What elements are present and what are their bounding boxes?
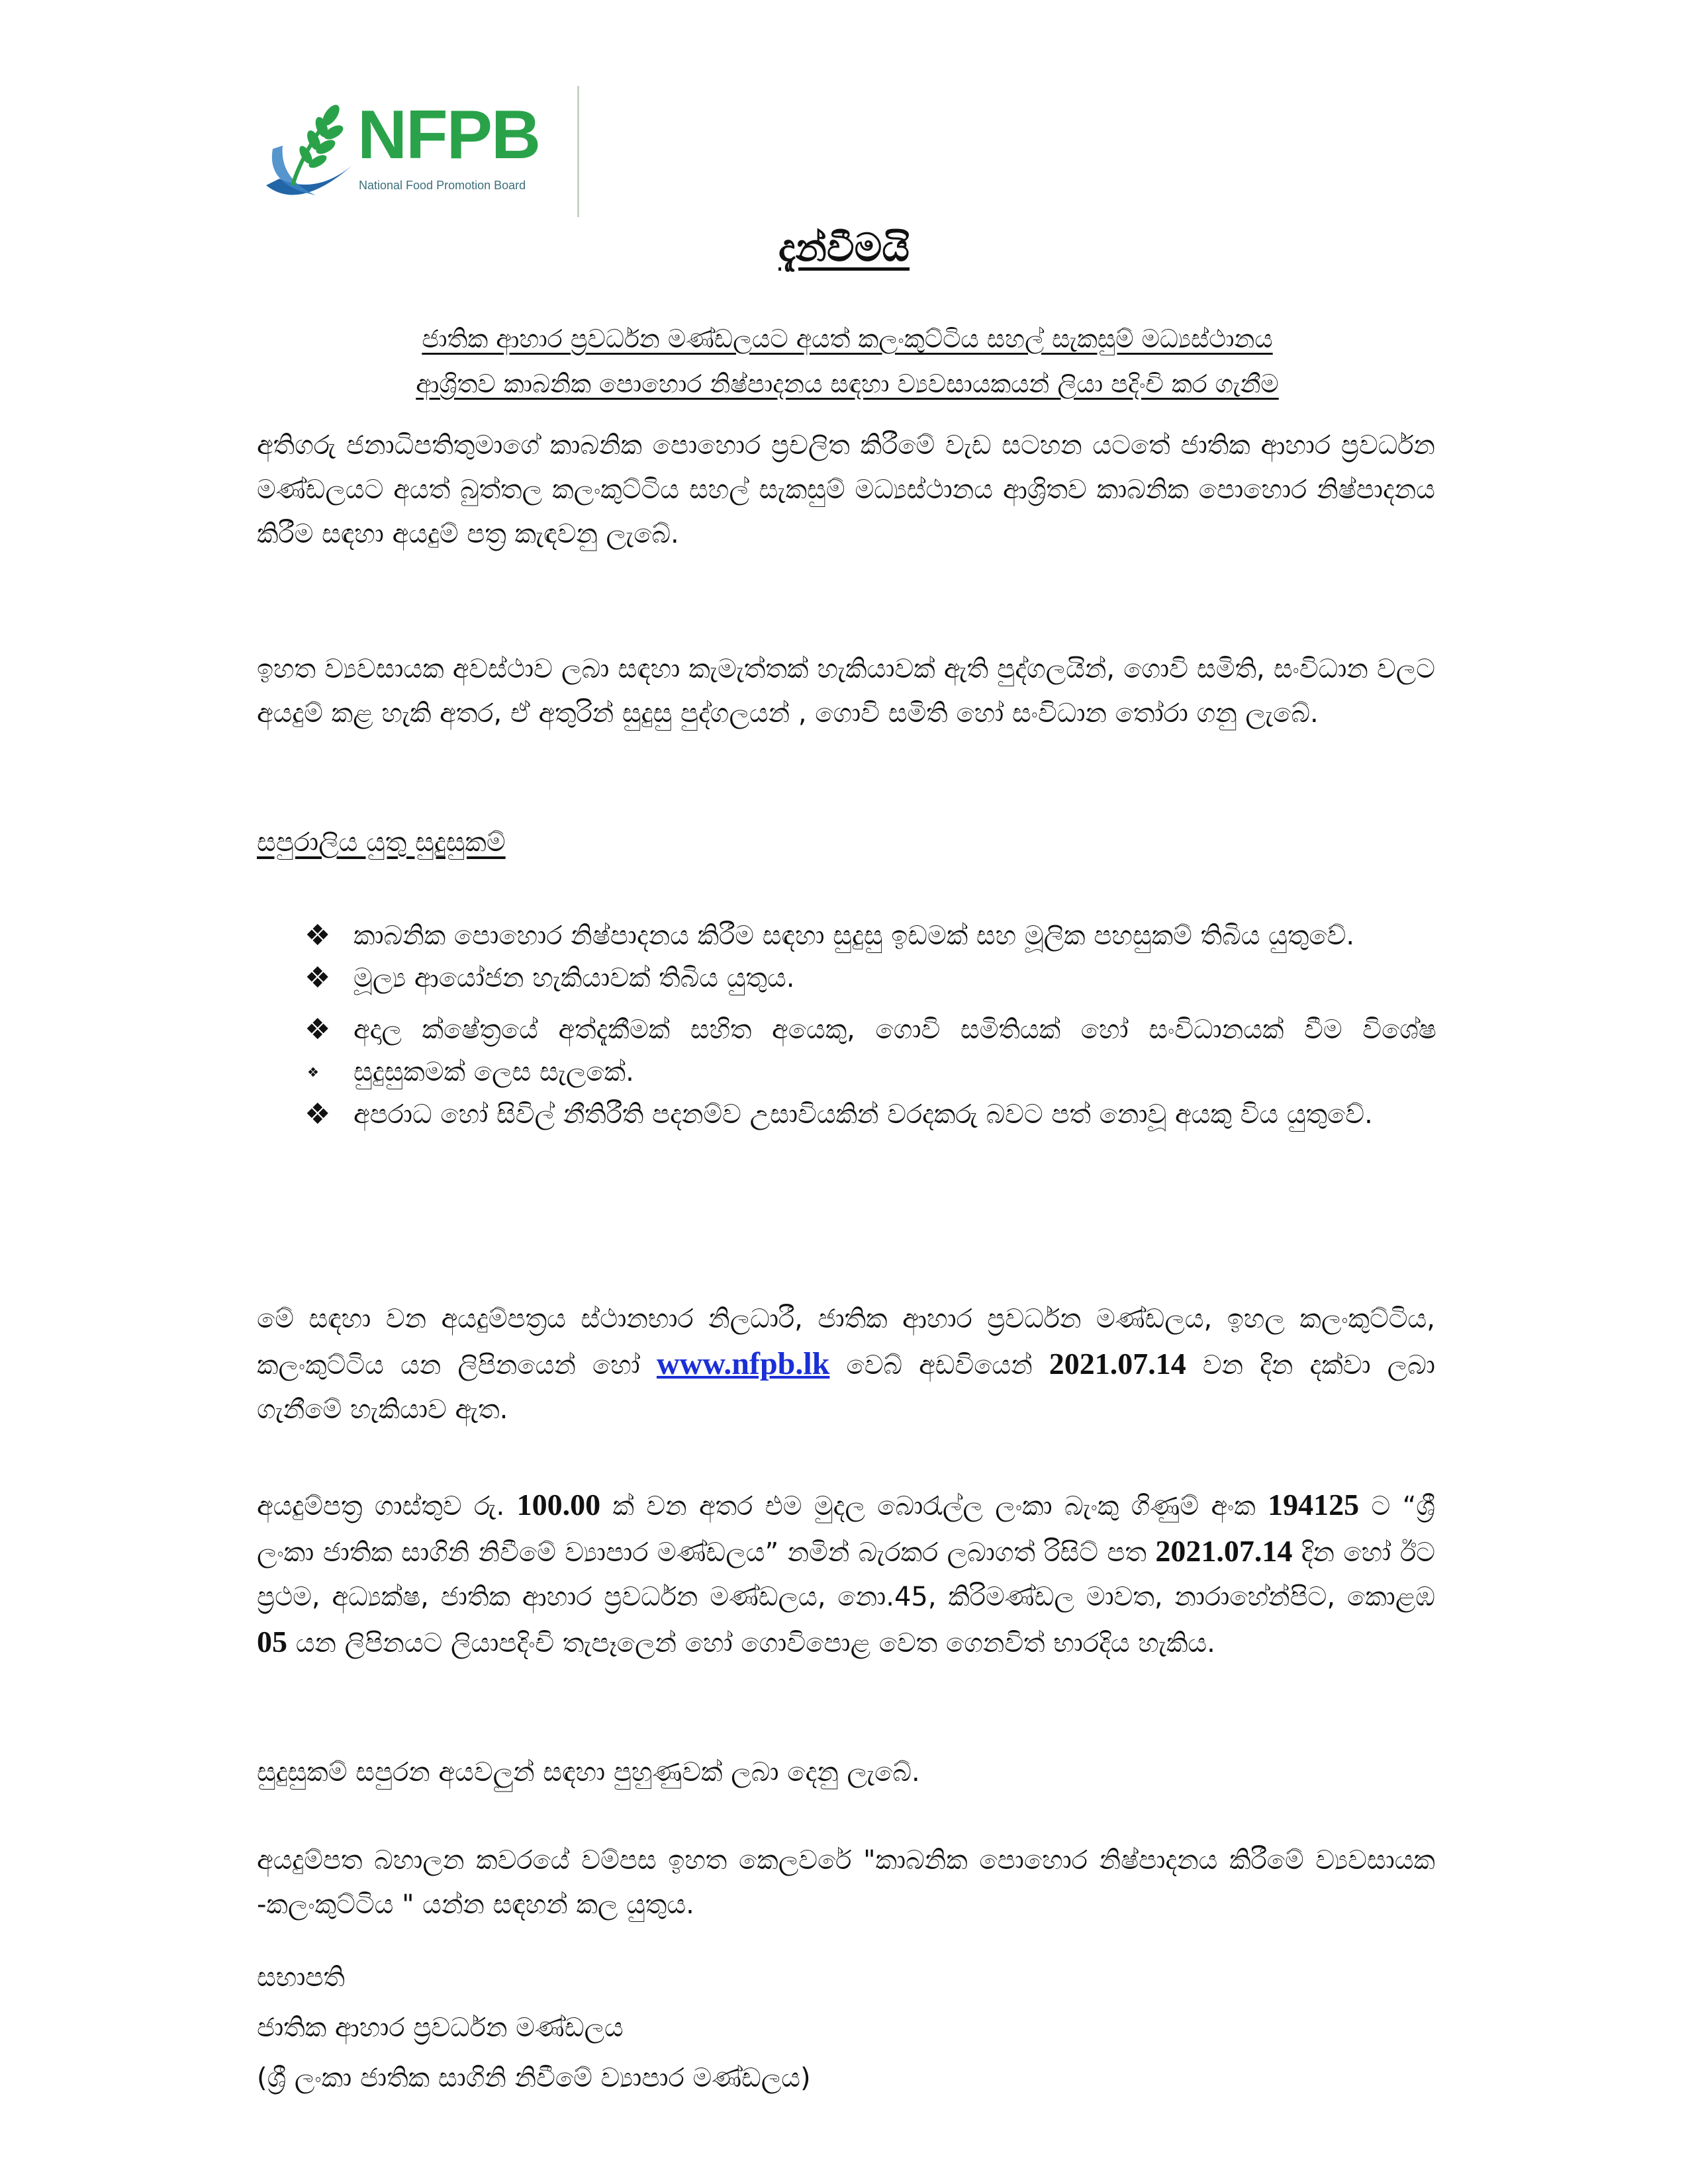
fee-deadline-date: 2021.07.14 xyxy=(1155,1534,1293,1568)
intro-paragraph: අතිගරු ජනාධිපතිතුමාගේ කාබනික පොහොර ප්‍රචලිත කිරීමේ වැඩ සටහන යටතේ ජාතික ආහාර ප්‍රවර්ධන මණ්ඩලයට අයත් බුත්තල කලංකුට්ටිය සහල් සැකසුම් මධ්‍යස්ථානය ආශ්‍රිතව කාබනික පොහොර නිෂ්පාදනය කිරීම සඳහා අයදුම් පත්‍ර කැඳවනු ලැබේ. xyxy=(257,430,1435,549)
stray-bullet-icon: ❖ xyxy=(307,1064,319,1080)
fee-paragraph xyxy=(257,1482,1435,1666)
fee-text-2: ක් වන අතර එම මුදල බොරැල්ල ලංකා බැංකු ගිණුම් අංක xyxy=(600,1491,1268,1522)
four-diamond-bullet-icon: ❖ xyxy=(305,961,331,995)
fee-text-1: අයදුම්පත්‍ර ගාස්තුව රු. xyxy=(257,1491,517,1522)
notice-title: දැන්වීමයි xyxy=(778,225,910,270)
training-note: සුදුසුකම් සපුරන අයවලුන් සඳහා පුහුණුවක් ලබා දෙනු ලැබේ. xyxy=(257,1757,920,1788)
fee-amount: 100.00 xyxy=(516,1488,601,1522)
envelope-note: අයදුම්පත බහාලන කවරයේ වම්පස ඉහත කෙලවරේ "කාබනික පොහොර නිෂ්පාදනය කිරීමේ ව්‍යවසායක -කලංකුට්ටිය " යන්න සඳහන් කල යුතුය. xyxy=(257,1845,1435,1920)
requirement-item xyxy=(305,1093,1436,1136)
signatory-title: සභාපති xyxy=(257,1962,345,1993)
four-diamond-bullet-icon: ❖ xyxy=(305,1013,331,1046)
application-text-1: මේ සඳහා වන අයදුම්පත්‍රය ස්ථානභාර නිලධාරී, ජාතික ආහාර ප්‍රවර්ධන මණ්ඩලය, ඉහල කලංකුට්ටිය, කලංකුට්ටිය යන ලිපිනයෙන් හෝ xyxy=(257,1304,1435,1381)
fee-text-4: දින හෝ ඊට ප්‍රථම, අධ්‍යක්ෂ, ජාතික ආහාර ප්‍රවර්ධන මණ්ඩලය, නො.45, කිරිමණ්ඩල මාවත, නාරාහේන්පිට, කොළඹ xyxy=(257,1537,1436,1612)
colombo-district-number: 05 xyxy=(257,1625,287,1659)
application-text-3: වන දින දක්වා ලබා ගැනීමේ හැකියාව ඇත. xyxy=(257,1350,1436,1425)
requirement-text: මූල්‍ය ආයෝජන හැකියාවක් තිබිය යුතුය. xyxy=(353,963,795,993)
deadline-date: 2021.07.14 xyxy=(1049,1347,1186,1381)
requirement-text: කාබනික පොහොර නිෂ්පාදනය කිරීම සඳහා සුදුසු ඉඩමක් සහ මූලික පහසුකම් තිබිය යුතුවේ. xyxy=(353,921,1355,951)
requirement-text: අපරාධ හෝ සිවිල් නීතිරීති පදනම්ව උසාවියකින් වරදකරු බවට පත් නොවූ අයකු විය යුතුවේ. xyxy=(353,1099,1373,1130)
subtitle-line-1: ජාතික ආහාර ප්‍රවර්ධන මණ්ඩලයට අයත් කලංකුට්ටිය සහල් සැකසුම් මධ්‍යස්ථානය xyxy=(422,324,1273,353)
requirement-item xyxy=(305,915,1436,957)
signatory-organization: ජාතික ආහාර ප්‍රවර්ධන මණ්ඩලය xyxy=(257,2013,624,2043)
fee-text-3: ට “ශ්‍රී ලංකා ජාතික සාගිනි නිවීමේ ව්‍යාපාර මණ්ඩලය” නමින් බැරකර ලබාගත් රිසිට් පත xyxy=(257,1491,1435,1568)
eligibility-paragraph: ඉහත ව්‍යවසායක අවස්ථාව ලබා සඳහා කැමැත්තක් හැකියාවක් ඇති පුද්ගලයින්, ගොවි සමිති, සංවිධාන වලට අයදුම් කළ හැකි අතර, ඒ අතුරින් සුදුසු පුද්ගලයන් , ගොවි සමිති හෝ සංවිධාන තෝරා ගනු ලැබේ. xyxy=(257,654,1435,729)
fee-text-5: යන ලිපිනයට ලියාපදිංචි තැපෑලෙන් හෝ ගොවිපොළ වෙත ගෙනවිත් භාරදිය හැකිය. xyxy=(287,1628,1215,1659)
requirements-list xyxy=(305,915,1436,1136)
subtitle-line-2: ආශ්‍රිතව කාබනික පොහොර නිෂ්පාදනය සඳහා ව්‍යවසායකයන් ලියා පදිංචි කර ගැනීම xyxy=(416,369,1279,398)
requirement-item xyxy=(305,1009,1436,1093)
four-diamond-bullet-icon: ❖ xyxy=(305,1097,331,1131)
signatory-parent-organization: (ශ්‍රී ලංකා ජාතික සාගිනි නිවීමේ ව්‍යාපාර මණ්ඩලය) xyxy=(257,2063,811,2093)
rice-emblem-icon xyxy=(253,86,359,217)
requirements-heading: සපුරාලිය යුතු සුදුසුකම් xyxy=(257,827,506,858)
logo-tagline: National Food Promotion Board xyxy=(359,179,526,192)
four-diamond-bullet-icon: ❖ xyxy=(305,919,331,952)
requirement-item xyxy=(305,957,1436,999)
website-link[interactable]: www.nfpb.lk xyxy=(656,1346,830,1381)
application-text-2: වෙබ් අඩවියෙන් xyxy=(829,1350,1049,1381)
logo-wordmark: NFPB xyxy=(357,97,540,173)
requirement-text: අදාල ක්ෂේත්‍රයේ අත්දැකීමක් සහිත අයෙකු, ගොවි සමිතියක් හෝ සංවිධානයක් වීම විශේෂ සුදුසුකමක් ලෙස සැලකේ. xyxy=(353,1015,1436,1087)
application-paragraph xyxy=(257,1297,1435,1432)
signature-block xyxy=(257,1952,1435,2103)
nfpb-logo xyxy=(253,86,579,217)
account-number: 194125 xyxy=(1268,1488,1360,1522)
notice-subtitle xyxy=(265,316,1430,406)
